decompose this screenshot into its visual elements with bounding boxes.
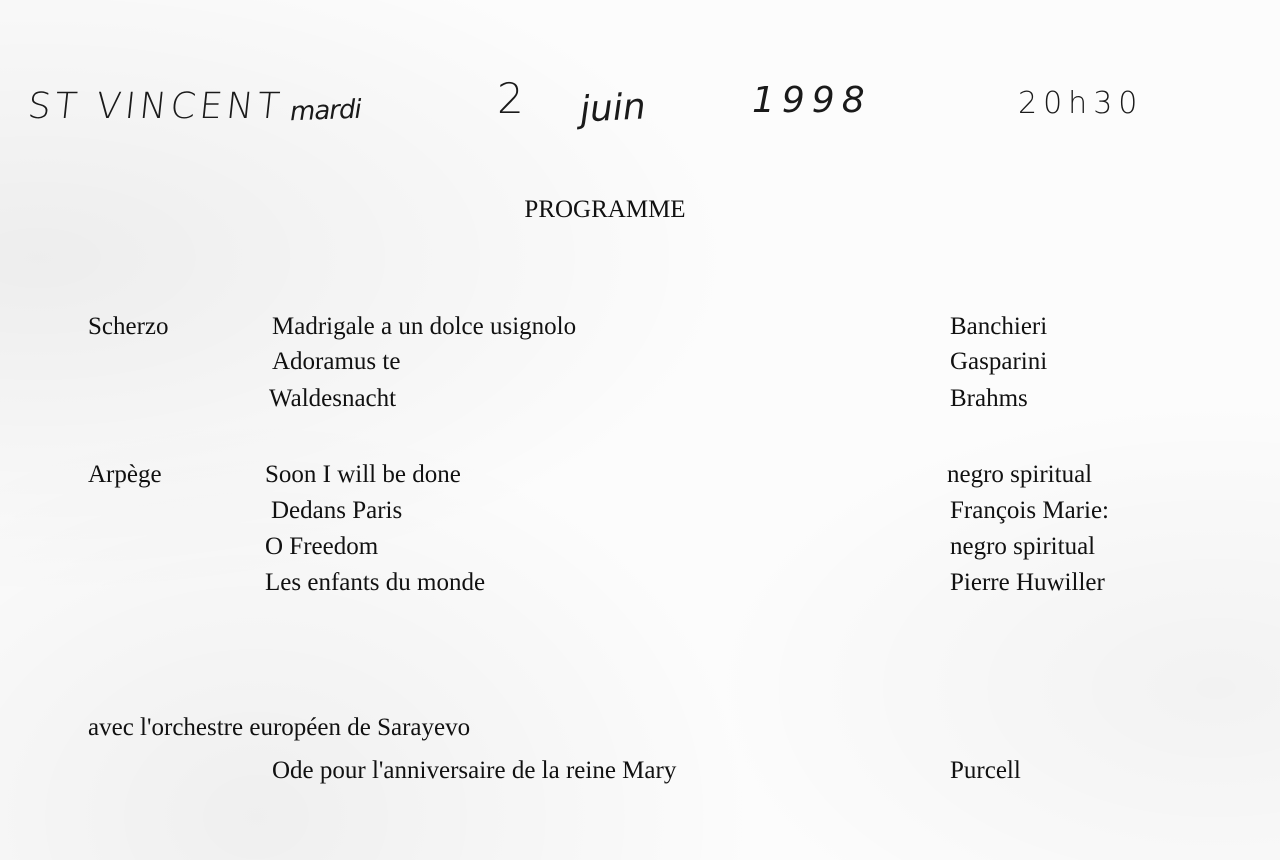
program-composer: negro spiritual: [950, 533, 1096, 560]
program-composer: François Marie:: [950, 497, 1109, 524]
program-piece: Soon I will be done: [265, 461, 461, 488]
handwritten-day: 2: [497, 74, 524, 123]
program-piece: Ode pour l'anniversaire de la reine Mary: [272, 757, 677, 784]
program-piece: Adoramus te: [272, 348, 401, 375]
program-piece: Dedans Paris: [271, 497, 403, 524]
program-piece: Madrigale a un dolce usignolo: [272, 313, 577, 340]
program-composer: Pierre Huwiller: [950, 569, 1105, 596]
program-composer: Gasparini: [950, 348, 1048, 375]
program-composer: Brahms: [950, 385, 1028, 412]
page-title: PROGRAMME: [524, 196, 686, 223]
handwritten-month: juin: [578, 86, 647, 131]
finale-dedication: avec l'orchestre européen de Sarayevo: [88, 714, 471, 741]
program-piece: Waldesnacht: [269, 385, 397, 412]
handwritten-weekday: mardi: [289, 94, 362, 128]
program-piece: O Freedom: [265, 533, 379, 560]
section-category-arpege: Arpège: [88, 461, 162, 488]
section-category-scherzo: Scherzo: [88, 313, 169, 340]
handwritten-time: 20h30: [1018, 86, 1144, 121]
program-piece: Les enfants du monde: [265, 569, 486, 596]
program-composer: Banchieri: [950, 313, 1048, 340]
handwritten-venue: ST VINCENT: [25, 86, 286, 127]
program-composer: Purcell: [950, 757, 1021, 784]
handwritten-year: 1998: [752, 80, 872, 121]
program-composer: negro spiritual: [947, 461, 1093, 488]
